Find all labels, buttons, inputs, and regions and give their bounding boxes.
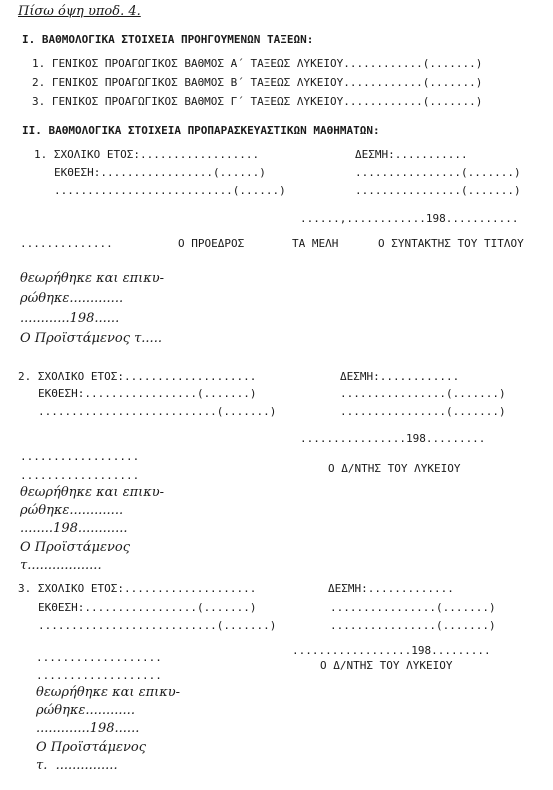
- block2-date: ................198.........: [300, 432, 486, 445]
- block2-dots-2: ..................: [20, 469, 140, 482]
- block2-dots-1: ..................: [20, 450, 140, 463]
- block3-director: Ο Δ/ΝΤΗΣ ΤΟΥ ΛΥΚΕΙΟΥ: [320, 659, 453, 672]
- block3-dots-1: ...................: [36, 651, 162, 664]
- grade-line-a: 1. ΓΕΝΙΚΟΣ ΠΡΟΑΓΩΓΙΚΟΣ ΒΑΘΜΟΣ Α΄ ΤΑΞΕΩΣ ΛΥΚΕΙΟΥ............(.......): [32, 57, 483, 70]
- grade-line-b: 2. ΓΕΝΙΚΟΣ ΠΡΟΑΓΩΓΙΚΟΣ ΒΑΘΜΟΣ Β΄ ΤΑΞΕΩΣ ΛΥΚΕΙΟΥ............(.......): [32, 76, 483, 89]
- block1-approved-date: ............198......: [20, 311, 120, 326]
- block2-desmi: ΔΕΣΜΗ:............: [340, 370, 460, 383]
- block1-ekthesi: ΕΚΘΕΣΗ:.................(......): [54, 166, 266, 179]
- block1-right-line-1: ................(.......): [355, 166, 521, 179]
- grade-line-c: 3. ΓΕΝΙΚΟΣ ΠΡΟΑΓΩΓΙΚΟΣ ΒΑΘΜΟΣ Γ΄ ΤΑΞΕΩΣ ΛΥΚΕΙΟΥ............(.......): [32, 95, 483, 108]
- block1-title-author: Ο ΣΥΝΤΑΚΤΗΣ ΤΟΥ ΤΙΤΛΟΥ: [378, 237, 524, 250]
- block3-desmi: ΔΕΣΜΗ:.............: [328, 582, 454, 595]
- block1-president: Ο ΠΡΟΕΔΡΟΣ: [178, 237, 245, 250]
- block2-ekthesi-line: ...........................(.......): [38, 405, 277, 418]
- block3-head: Ο Προϊστάμενος: [36, 740, 146, 755]
- block1-right-line-2: ................(.......): [355, 184, 521, 197]
- block3-head-line: τ. ...............: [36, 758, 118, 773]
- page-reference: Πίσω όψη υποδ. 4.: [18, 4, 141, 19]
- block2-head: Ο Προϊστάμενος: [20, 540, 130, 555]
- block2-right-line-2: ................(.......): [340, 405, 506, 418]
- block1-ekthesi-line: ...........................(......): [54, 184, 286, 197]
- block2-director: Ο Δ/ΝΤΗΣ ΤΟΥ ΛΥΚΕΙΟΥ: [328, 462, 461, 475]
- block3-ekthesi: ΕΚΘΕΣΗ:.................(.......): [38, 601, 257, 614]
- block3-ekthesi-line: ...........................(.......): [38, 619, 277, 632]
- block3-dots-2: ...................: [36, 669, 162, 682]
- block3-date: ..................198.........: [292, 644, 491, 657]
- block1-approved-2: ρώθηκε.............: [20, 291, 124, 306]
- block2-approved-1: θεωρήθηκε και επικυ-: [20, 485, 165, 500]
- block3-right-line-1: ................(.......): [330, 601, 496, 614]
- block3-school-year: 3. ΣΧΟΛΙΚΟ ΕΤΟΣ:....................: [18, 582, 257, 595]
- block1-date: ......,............198...........: [300, 212, 519, 225]
- block3-approved-1: θεωρήθηκε και επικυ-: [36, 685, 181, 700]
- block2-school-year: 2. ΣΧΟΛΙΚΟ ΕΤΟΣ:....................: [18, 370, 257, 383]
- block1-head: Ο Προϊστάμενος τ.....: [20, 331, 162, 346]
- section1-title: I. ΒΑΘΜΟΛΟΓΙΚΑ ΣΤΟΙΧΕΙΑ ΠΡΟΗΓΟΥΜΕΝΩΝ ΤΑΞΕΩΝ:: [22, 33, 314, 46]
- block1-school-year: 1. ΣΧΟΛΙΚΟ ΕΤΟΣ:..................: [34, 148, 260, 161]
- block3-approved-date: .............198......: [36, 721, 140, 736]
- block3-right-line-2: ................(.......): [330, 619, 496, 632]
- block2-approved-2: ρώθηκε.............: [20, 503, 124, 518]
- block3-approved-2: ρώθηκε............: [36, 703, 135, 718]
- block1-members: ΤΑ ΜΕΛΗ: [292, 237, 339, 250]
- block2-head-line: τ..................: [20, 558, 102, 573]
- block2-right-line-1: ................(.......): [340, 387, 506, 400]
- block1-approved-1: θεωρήθηκε και επικυ-: [20, 271, 165, 286]
- block2-approved-date: ........198............: [20, 521, 128, 536]
- section2-title: II. ΒΑΘΜΟΛΟΓΙΚΑ ΣΤΟΙΧΕΙΑ ΠΡΟΠΑΡΑΣΚΕΥΑΣΤΙΚΩΝ ΜΑΘΗΜΑΤΩΝ:: [22, 124, 380, 137]
- block2-ekthesi: ΕΚΘΕΣΗ:.................(.......): [38, 387, 257, 400]
- block1-desmi: ΔΕΣΜΗ:...........: [355, 148, 468, 161]
- block1-sign-line: ..............: [20, 237, 113, 250]
